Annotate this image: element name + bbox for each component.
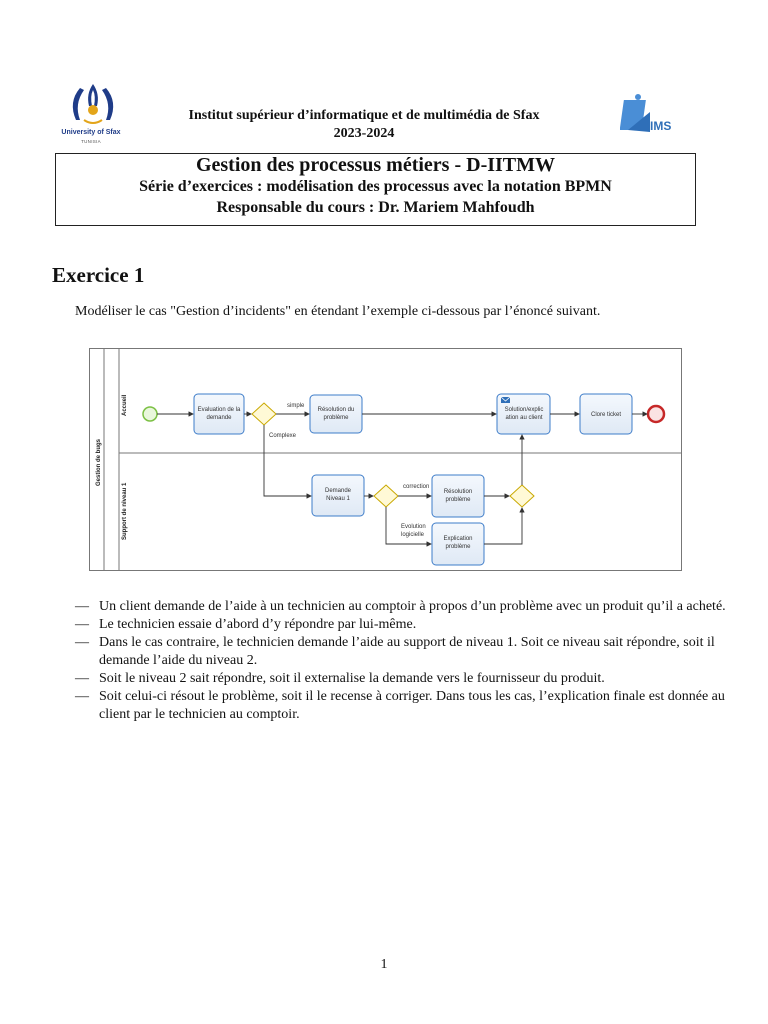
page-number: 1: [380, 957, 388, 972]
task-solution-client: [497, 394, 550, 434]
svg-text:demande: demande: [206, 415, 232, 421]
svg-text:problème: problème: [445, 497, 471, 503]
end-event: [648, 406, 664, 422]
task-resolution2: [432, 475, 484, 517]
task-clore-ticket: [580, 394, 632, 434]
institute-header: [130, 107, 598, 143]
svg-text:problème: problème: [323, 415, 349, 421]
task-explication: [432, 523, 484, 565]
lane-label-support: Support de niveau 1: [122, 482, 128, 540]
flow-label-complexe: Complexe: [269, 433, 297, 439]
lane-label-accueil: Accueil: [122, 394, 128, 416]
list-item: [75, 598, 735, 616]
flow-label-evolution: Evolution: [401, 524, 426, 530]
task-evaluation: [194, 394, 244, 434]
list-item: [75, 634, 735, 670]
svg-text:Résolution: Résolution: [443, 489, 473, 495]
svg-text:Explication: Explication: [443, 536, 473, 542]
exercise-intro: Modéliser le cas "Gestion d’incidents" en étendant l’exemple ci-dessous par l’énoncé suivant.: [75, 304, 601, 319]
list-item-text: Un client demande de l’aide à un technicien au comptoir à propos d’un problème avec un produit qu’il a acheté.: [99, 599, 726, 614]
list-item-text: Soit le niveau 2 sait répondre, soit il externalise la demande vers le fournisseur du produit.: [99, 671, 605, 686]
list-dash: —: [75, 689, 89, 704]
university-name: University of Sfax: [61, 129, 121, 136]
flow-label-correction: correction: [403, 484, 430, 490]
isims-logo: [620, 92, 682, 138]
list-item: [75, 670, 735, 688]
pool-label: Gestion de bugs: [96, 438, 102, 486]
course-responsible: Responsable du cours : Dr. Mariem Mahfoudh: [216, 199, 535, 216]
svg-text:Demande: Demande: [324, 488, 352, 494]
list-item-text: Le technicien essaie d’abord d’y répondre par lui-même.: [99, 617, 417, 632]
exercise-title: Exercice 1: [52, 263, 145, 287]
svg-text:Clore ticket: Clore ticket: [590, 412, 622, 418]
academic-year: 2023-2024: [333, 126, 395, 141]
course-info-box: [55, 153, 696, 226]
list-item-text: Dans le cas contraire, le technicien demande l’aide au support de niveau 1. Soit ce niveau sait répondre, soit il demande l’aide du niveau 2.: [99, 635, 715, 668]
start-event: [143, 407, 157, 421]
university-country: TUNISIA: [81, 139, 101, 144]
svg-text:Résolution du: Résolution du: [317, 407, 355, 413]
list-dash: —: [75, 635, 89, 650]
svg-text:Niveau 1: Niveau 1: [326, 496, 350, 502]
statement-list: [75, 598, 735, 724]
task-demande-niveau1: [312, 475, 364, 516]
list-item: [75, 688, 735, 724]
task-resolution-probleme: [310, 395, 362, 433]
svg-text:Solution/explic: Solution/explic: [504, 407, 544, 413]
list-dash: —: [75, 617, 89, 632]
pool-frame: [90, 349, 682, 571]
svg-text:Evaluation de la: Evaluation de la: [197, 407, 241, 413]
list-dash: —: [75, 599, 89, 614]
list-dash: —: [75, 671, 89, 686]
isims-logo-text: IMS: [650, 119, 672, 133]
bpmn-diagram: [89, 348, 682, 571]
flow-label-simple: simple: [287, 403, 305, 409]
course-title: Gestion des processus métiers - D-IITMW: [195, 154, 556, 176]
flow-label-logicielle: logicielle: [401, 532, 425, 538]
svg-text:ation au client: ation au client: [505, 415, 543, 421]
series-title: Série d’exercices : modélisation des processus avec la notation BPMN: [139, 178, 612, 195]
list-item-text: Soit celui-ci résout le problème, soit il le recense à corriger. Dans tous les cas, l’explication finale est donnée au client par le technicien au comptoir.: [99, 689, 725, 722]
list-item: [75, 616, 735, 634]
institute-name: Institut supérieur d’informatique et de multimédia de Sfax: [188, 108, 540, 123]
svg-text:problème: problème: [445, 544, 471, 550]
